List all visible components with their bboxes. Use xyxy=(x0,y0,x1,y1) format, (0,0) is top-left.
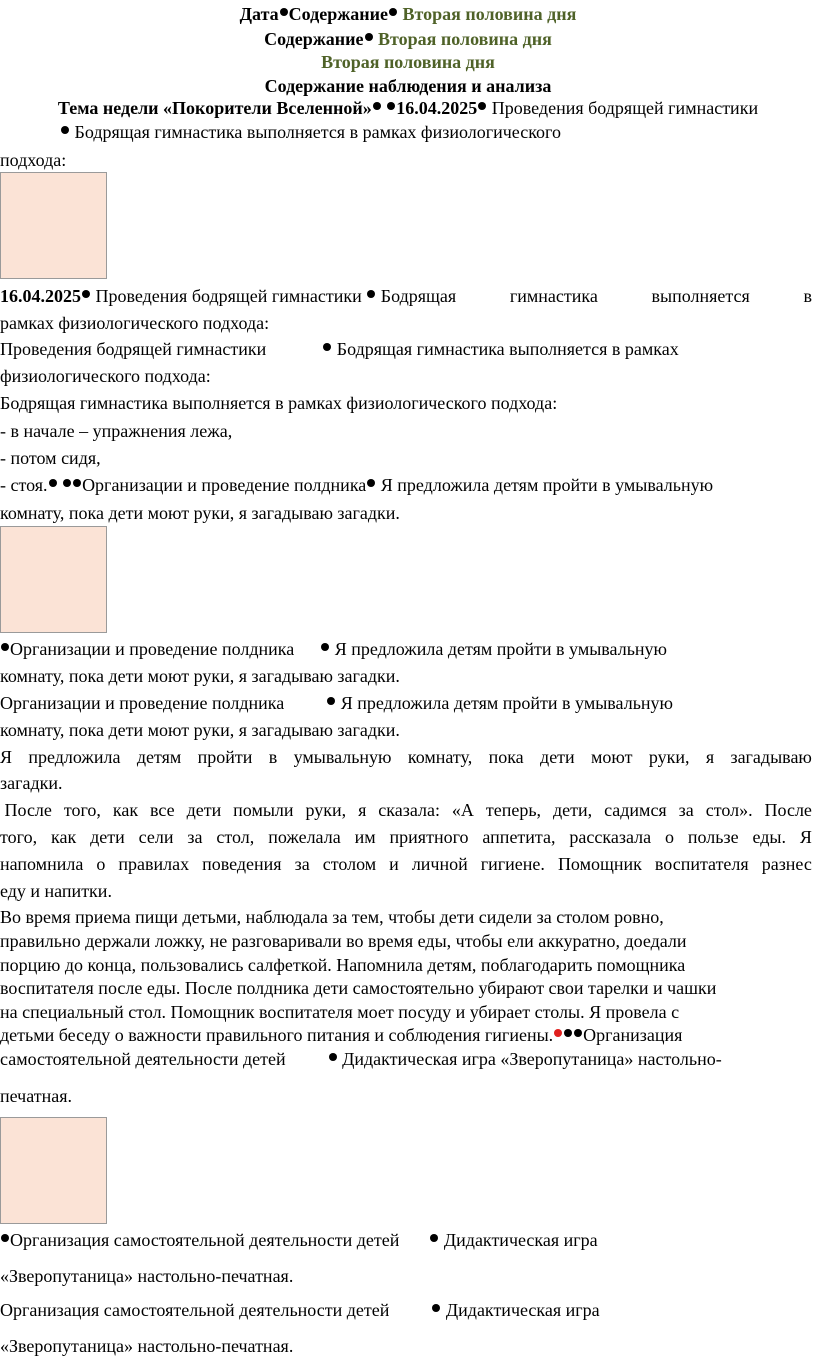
bullet-icon xyxy=(367,479,375,487)
word: дети xyxy=(186,800,222,820)
snack-title: Организации и проведение полдника xyxy=(82,475,367,495)
activity-text: Бодрящая гимнастика выполняется в рамках xyxy=(336,339,679,359)
bullet-icon xyxy=(329,1053,337,1061)
word: столом xyxy=(322,854,377,874)
word: руки, xyxy=(305,800,347,820)
word: После xyxy=(764,800,812,820)
word: стол». xyxy=(705,800,753,820)
continuation-text: «Зверопутаница» настольно-печатная. xyxy=(0,1266,294,1286)
activity-row xyxy=(0,1229,598,1251)
photo-placeholder xyxy=(0,526,107,633)
snack-row xyxy=(0,692,673,714)
word: Я xyxy=(0,747,13,767)
word: дети, xyxy=(552,800,593,820)
justified-line xyxy=(0,746,812,768)
word: того, xyxy=(0,827,38,847)
word: дети xyxy=(90,827,125,847)
red-bullet-icon xyxy=(554,1029,562,1037)
bullet-icon xyxy=(61,126,69,134)
word: предложила xyxy=(28,747,121,767)
word: я xyxy=(705,747,715,767)
word: гимнастика xyxy=(509,286,598,306)
paragraph-line: порцию до конца, пользовались салфеткой. Напомнила детям, поблагодарить помощника xyxy=(0,955,686,975)
word: садимся xyxy=(604,800,667,820)
bullet-icon xyxy=(564,1029,572,1037)
word: в xyxy=(803,286,812,306)
step-line: - потом сидя, xyxy=(0,448,101,468)
snack-title: Организации и проведение полдника xyxy=(0,693,285,713)
header-line-2 xyxy=(0,28,816,50)
word: я xyxy=(358,800,367,820)
activity-title: самостоятельной деятельности детей xyxy=(0,1049,286,1069)
justified-line xyxy=(0,826,812,848)
word: в xyxy=(268,747,278,767)
word: рассказала xyxy=(569,827,652,847)
word: стол, xyxy=(216,827,255,847)
activity-label: Проведения бодрящей гимнастики xyxy=(0,339,267,359)
bullet-icon xyxy=(387,102,395,110)
bullet-text: Бодрящая гимнастика выполняется в рамках физиологического xyxy=(74,122,561,142)
bullet-icon xyxy=(73,479,81,487)
snack-text: Я предложила детям пройти в умывальную xyxy=(340,693,673,713)
date-label: Дата xyxy=(239,4,279,24)
word: После xyxy=(0,800,52,820)
activity-row xyxy=(0,1048,722,1070)
activity-row xyxy=(0,1299,600,1321)
word: дети xyxy=(540,747,575,767)
word: правилах xyxy=(118,854,190,874)
word: и xyxy=(389,854,399,874)
bullet-icon xyxy=(430,1234,438,1242)
bullet-icon xyxy=(82,290,90,298)
word: Я xyxy=(799,827,812,847)
continuation-text: комнату, пока дети моют руки, я загадываю загадки. xyxy=(0,503,400,523)
date-value: 16.04.2025 xyxy=(396,98,478,118)
justified-line xyxy=(0,799,812,821)
bullet-icon xyxy=(478,102,486,110)
continuation-text: еду и напитки. xyxy=(0,881,112,901)
word: сказала: xyxy=(378,800,440,820)
week-theme-line xyxy=(0,97,816,119)
content-label: Содержание xyxy=(288,4,389,24)
continuation-text: «Зверопутаница» настольно-печатная. xyxy=(0,1336,294,1356)
bullet-icon xyxy=(280,8,288,16)
justified-line xyxy=(0,853,812,875)
word: руки, xyxy=(648,747,690,767)
word: пользе xyxy=(687,827,739,847)
step-line: - в начале – упражнения лежа, xyxy=(0,421,233,441)
justified-line xyxy=(0,285,812,307)
word: выполняется xyxy=(651,286,750,306)
continuation-text: физиологического подхода: xyxy=(0,366,211,386)
bullet-icon xyxy=(49,479,57,487)
continuation-text: комнату, пока дети моют руки, я загадываю загадки. xyxy=(0,720,400,740)
paragraph-line: Во время приема пищи детьми, наблюдала за тем, чтобы дети сидели за столом ровно, xyxy=(0,907,664,927)
word: воспитателя xyxy=(654,854,749,874)
content-label: Содержание xyxy=(264,29,364,49)
word: о xyxy=(96,854,106,874)
activity-title: Организация самостоятельной деятельности детей xyxy=(0,1300,390,1320)
word: поведения xyxy=(202,854,282,874)
bullet-icon xyxy=(321,643,329,651)
bullet-icon xyxy=(367,290,375,298)
word: «А xyxy=(451,800,474,820)
photo-placeholder xyxy=(0,172,107,279)
bullet-icon xyxy=(323,343,331,351)
snack-row xyxy=(0,638,667,660)
bullet-icon xyxy=(1,643,9,651)
bullet-icon xyxy=(365,33,373,41)
activity-label: Проведения бодрящей гимнастики xyxy=(491,98,759,118)
second-half-label: Вторая половина дня xyxy=(402,4,577,24)
bullet-icon xyxy=(63,479,71,487)
bullet-icon xyxy=(1,1234,9,1242)
full-line: Бодрящая гимнастика выполняется в рамках физиологического подхода: xyxy=(0,393,558,413)
word: умывальную xyxy=(293,747,392,767)
continuation-text: комнату, пока дети моют руки, я загадываю загадки. xyxy=(0,666,400,686)
word: им xyxy=(354,827,376,847)
header-line-1 xyxy=(0,3,816,25)
word: личной xyxy=(411,854,468,874)
word: помыли xyxy=(233,800,294,820)
word: еды. xyxy=(752,827,787,847)
game-text: Дидактическая игра xyxy=(443,1230,598,1250)
word: загадываю xyxy=(730,747,812,767)
word: детям xyxy=(136,747,182,767)
word: сели xyxy=(138,827,174,847)
bullet-icon xyxy=(373,102,381,110)
snack-line xyxy=(0,474,713,496)
word: как xyxy=(50,827,77,847)
word: комнату, xyxy=(407,747,473,767)
word: Бодрящая xyxy=(380,286,457,306)
word: напомнила xyxy=(0,854,84,874)
word: пройти xyxy=(197,747,253,767)
word: за xyxy=(187,827,203,847)
word: Помощник xyxy=(557,854,642,874)
paragraph-line: на специальный стол. Помощник воспитателя моет посуду и убирает столы. Я провела с xyxy=(0,1002,680,1022)
continuation-text: рамках физиологического подхода: xyxy=(0,313,270,333)
snack-text: Я предложила детям пройти в умывальную xyxy=(334,639,667,659)
continuation-text: загадки. xyxy=(0,773,63,793)
activity-title: Организация xyxy=(583,1025,683,1045)
date-activity xyxy=(0,285,456,307)
activity-row xyxy=(0,338,679,360)
word: за xyxy=(294,854,310,874)
paragraph-line xyxy=(0,1024,682,1046)
word: о xyxy=(665,827,674,847)
word: того, xyxy=(63,800,101,820)
word: теперь, xyxy=(485,800,542,820)
bullet-icon xyxy=(327,697,335,705)
word: как xyxy=(112,800,139,820)
paragraph-line: правильно держали ложку, не разговаривали во время еды, чтобы ели аккуратно, доедали xyxy=(0,931,687,951)
word: пока xyxy=(488,747,524,767)
game-text: Дидактическая игра xyxy=(445,1300,600,1320)
paragraph-line: воспитателя после еды. После полдника дети самостоятельно убирают свои тарелки и чашки xyxy=(0,978,717,998)
word: приятного xyxy=(389,827,469,847)
snack-title: Организации и проведение полдника xyxy=(10,639,295,659)
word: разнес xyxy=(761,854,812,874)
word: моют xyxy=(591,747,633,767)
word: все xyxy=(150,800,175,820)
photo-placeholder xyxy=(0,1117,107,1224)
step-line: - стоя. xyxy=(0,475,48,495)
word: аппетита, xyxy=(482,827,556,847)
header-line-3: Вторая половина дня xyxy=(321,52,495,72)
snack-text: Я предложила детям пройти в умывальную xyxy=(376,475,714,495)
word: гигиене. xyxy=(480,854,545,874)
activity-title: Организация самостоятельной деятельности детей xyxy=(10,1230,400,1250)
second-half-label: Вторая половина дня xyxy=(378,29,552,49)
paragraph-text: детьми беседу о важности правильного питания и соблюдения гигиены. xyxy=(0,1025,554,1045)
observation-heading: Содержание наблюдения и анализа xyxy=(264,76,552,96)
bullet-line xyxy=(60,121,561,143)
week-theme: Тема недели «Покорители Вселенной» xyxy=(57,98,372,118)
continuation-text: подхода: xyxy=(0,150,67,170)
word: за xyxy=(678,800,694,820)
bullet-icon xyxy=(574,1029,582,1037)
continuation-text: печатная. xyxy=(0,1086,73,1106)
activity-label: Проведения бодрящей гимнастики xyxy=(95,286,362,306)
game-text: Дидактическая игра «Зверопутаница» настольно- xyxy=(342,1049,722,1069)
bullet-icon xyxy=(389,8,397,16)
bullet-icon xyxy=(432,1304,440,1312)
word: пожелала xyxy=(268,827,341,847)
date-value: 16.04.2025 xyxy=(0,286,81,306)
